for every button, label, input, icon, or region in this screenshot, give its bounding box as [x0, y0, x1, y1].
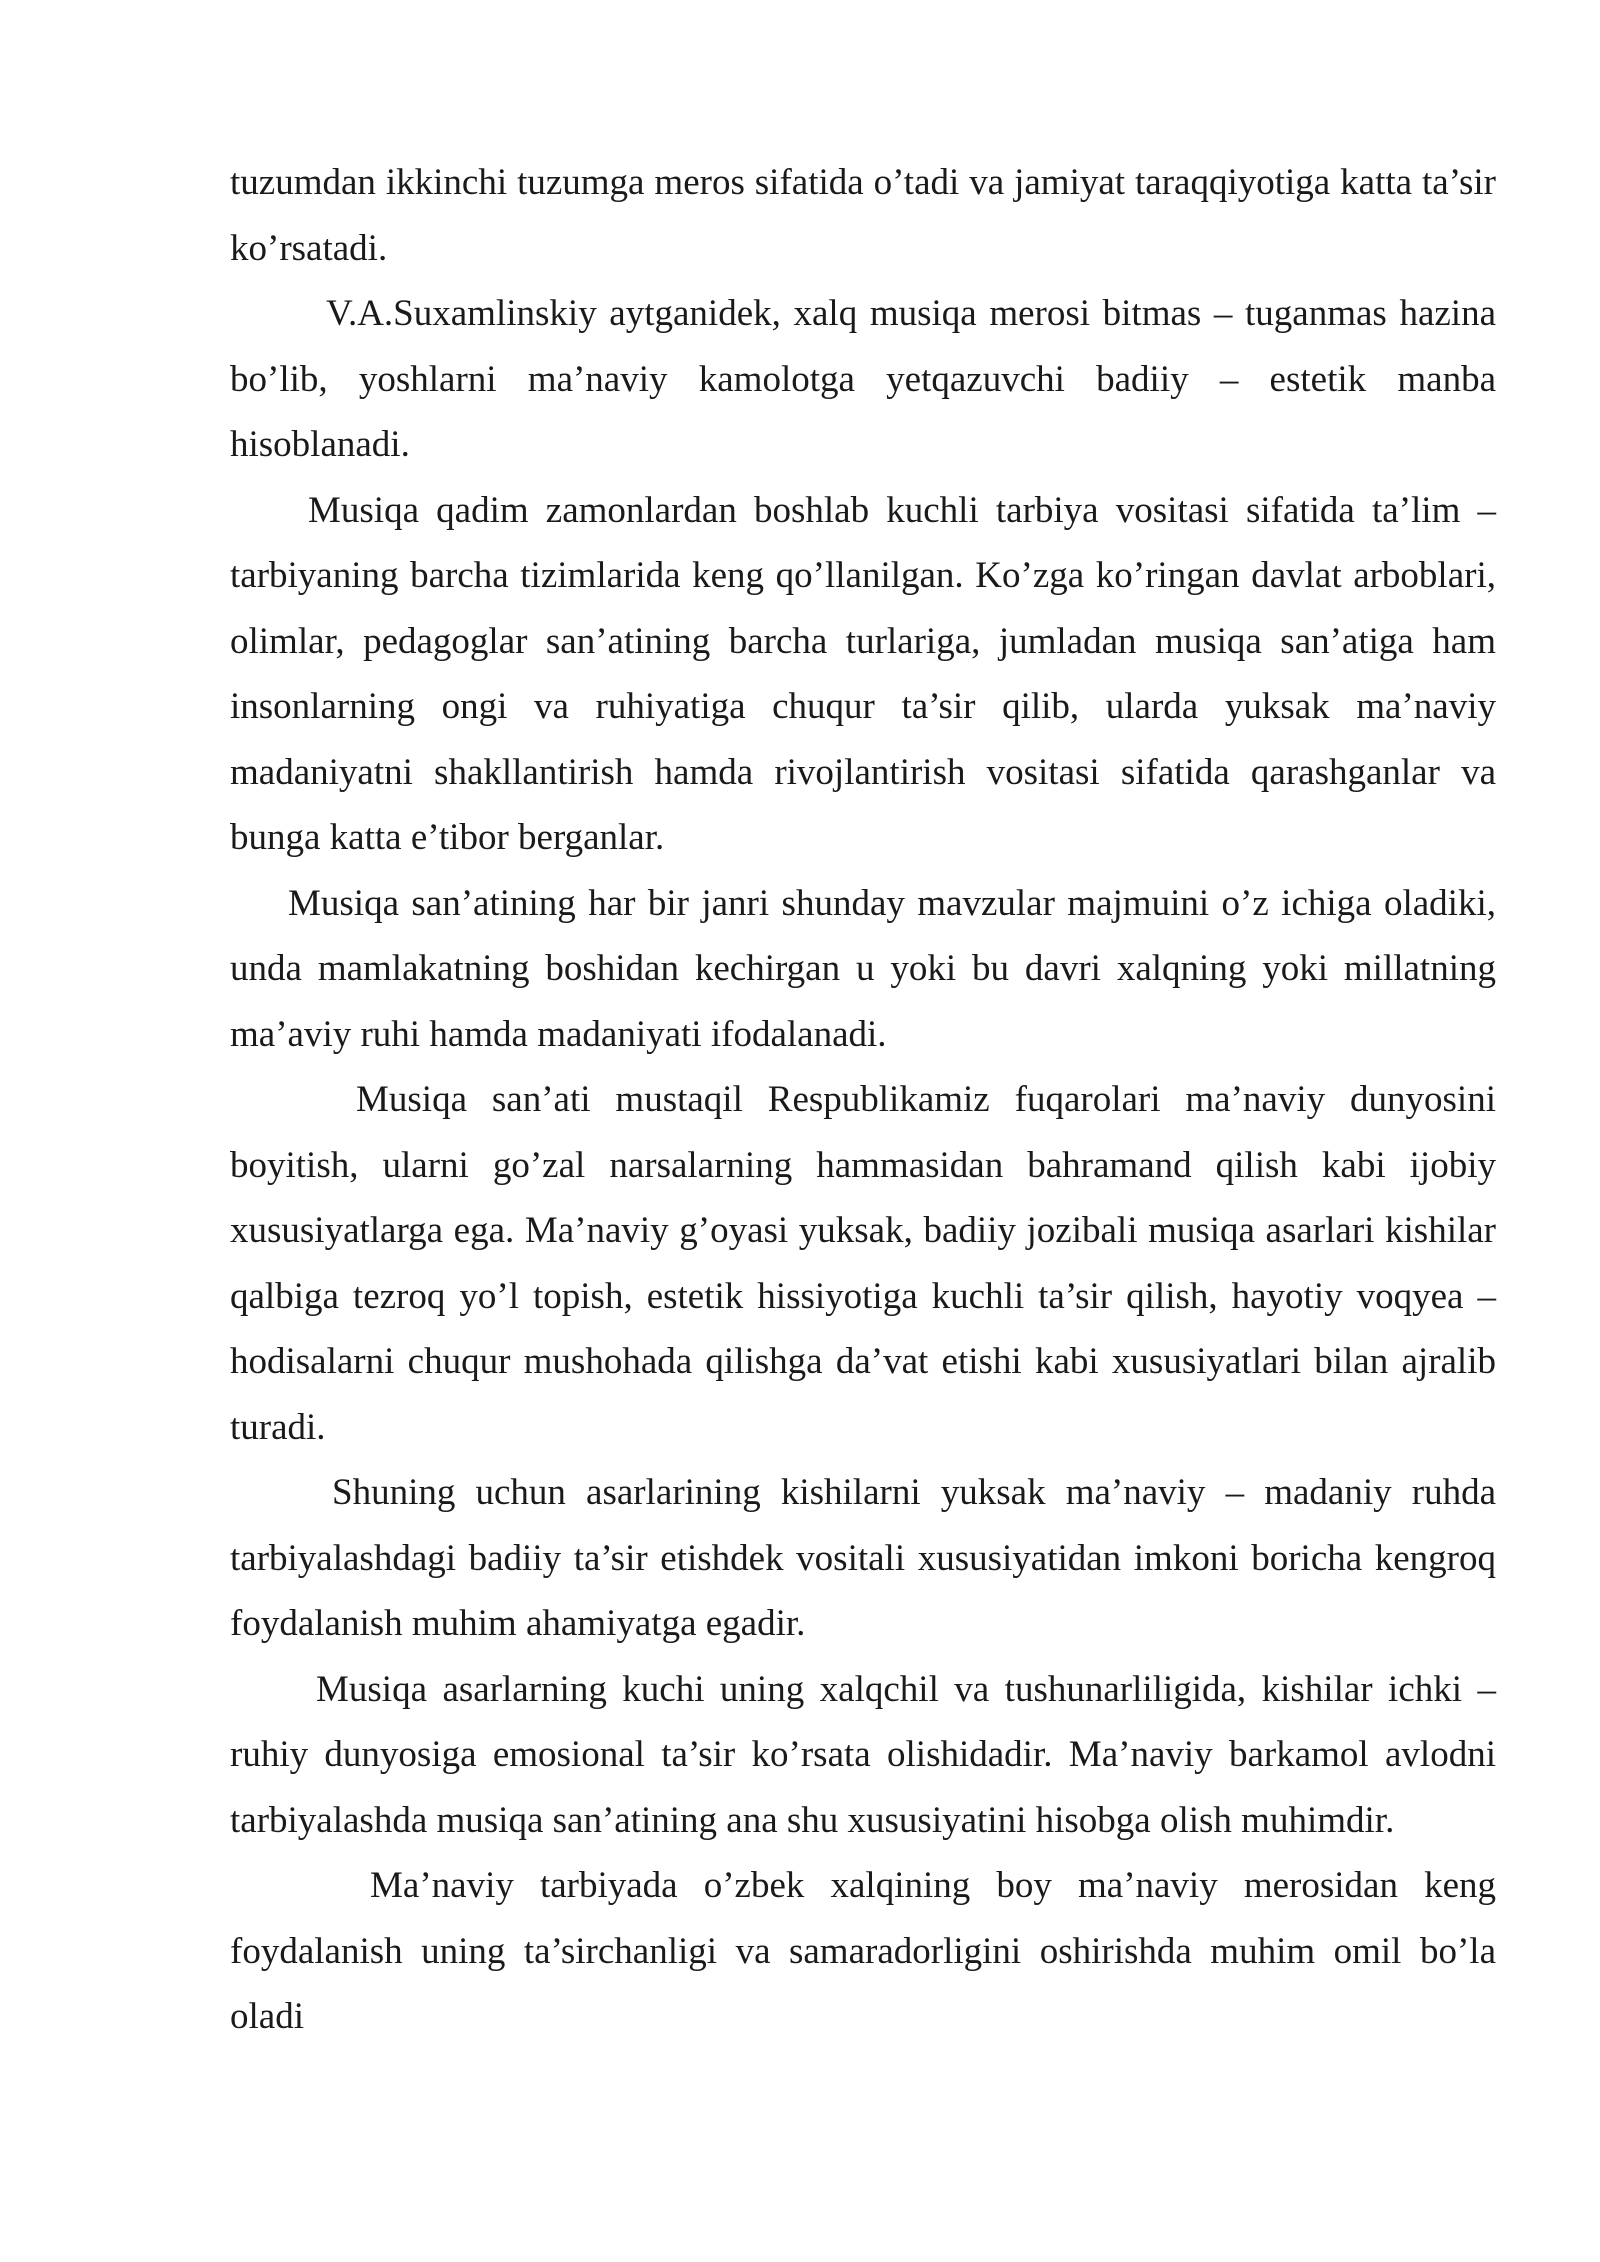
paragraph-music-genres: Musiqa san’atining har bir janri shunday mavzular majmuini o’z ichiga oladiki, unda mamlakatning boshidan kechirgan u yoki bu davri xalqning yoki millatning ma’aviy ruhi hamda madaniyati ifodalanadi. [230, 882, 1496, 1055]
paragraph-music-upbringing: Musiqa qadim zamonlardan boshlab kuchli tarbiya vositasi sifatida ta’lim – tarbiyaning barcha tizimlarida keng qo’llanilgan. Ko’zga ko’ringan davlat arboblari, olimlar, pedagoglar san’atining barcha turlariga, jumladan musiqa san’atiga ham insonlarning ongi va ruhiyatiga chuqur ta’sir qilib, ularda yuksak ma’naviy madaniyatni shakllantirish hamda rivojlantirish vositasi sifatida qarashganlar va bunga katta e’tibor berganlar. [230, 489, 1496, 858]
paragraph-music-art-republic: Musiqa san’ati mustaqil Respublikamiz fuqarolari ma’naviy dunyosini boyitish, ularni go’zal narsalarning hammasidan bahramand qilish kabi ijobiy xususiyatlarga ega. Ma’naviy g’oyasi yuksak, badiiy jozibali musiqa asarlari kishilar qalbiga tezroq yo’l topish, estetik hissiyotiga kuchli ta’sir qilish, hayotiy voqyea – hodisalarni chuqur mushohada qilishga da’vat etishi kabi xususiyatlari bilan ajralib turadi. [230, 1079, 1496, 1448]
paragraph-suxamlinskiy-quote: V.A.Suxamlinskiy aytganidek, xalq musiqa merosi bitmas – tuganmas hazina bo’lib, yoshlarni ma’naviy kamolotga yetqazuvchi badiiy – estetik manba hisoblanadi. [230, 293, 1496, 465]
paragraph-spiritual-upbringing: Ma’naviy tarbiyada o’zbek xalqining boy ma’naviy merosidan keng foydalanish uning ta’sirchanligi va samaradorligini oshirishda muhim omil bo’la oladi [230, 1865, 1496, 2037]
paragraph-continuation: tuzumdan ikkinchi tuzumga meros sifatida o’tadi va jamiyat taraqqiyotiga katta ta’sir ko’rsatadi. [230, 162, 1496, 269]
paragraph-works-influence: Shuning uchun asarlarining kishilarni yuksak ma’naviy – madaniy ruhda tarbiyalashdagi badiiy ta’sir etishdek vositali xususiyatidan imkoni boricha kengroq foydalanish muhim ahamiyatga egadir. [230, 1472, 1496, 1644]
paragraph-works-power: Musiqa asarlarning kuchi uning xalqchil va tushunarliligida, kishilar ichki – ruhiy dunyosiga emosional ta’sir ko’rsata olishidadir. Ma’naviy barkamol avlodni tarbiyalashda musiqa san’atining ana shu xususiyatini hisobga olish muhimdir. [230, 1668, 1496, 1841]
document-body [230, 150, 1496, 2050]
